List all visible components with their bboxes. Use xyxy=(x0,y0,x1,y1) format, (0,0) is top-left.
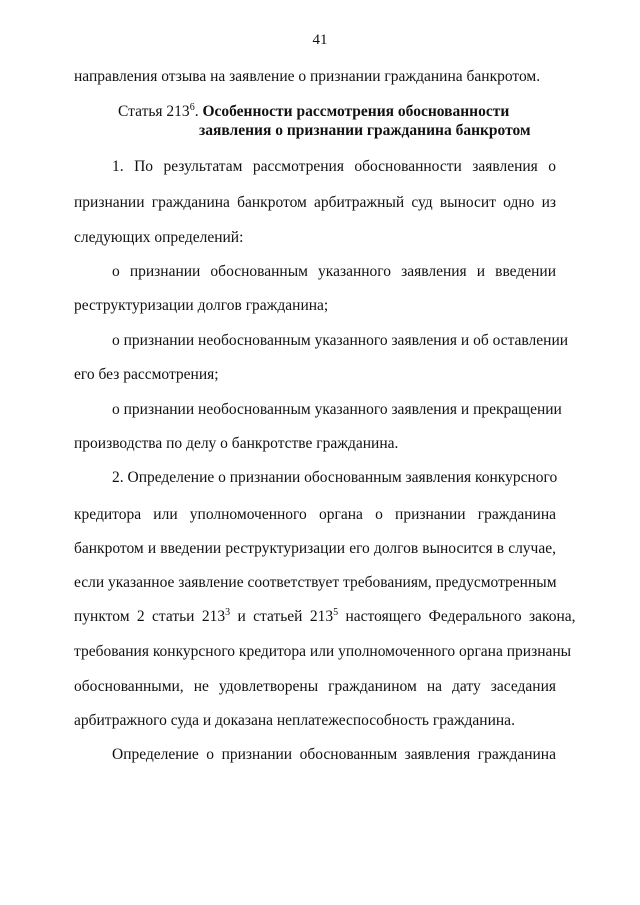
para2-line6: требования конкурсного кредитора или уполномоченного органа признаны xyxy=(74,643,572,660)
page-number: 41 xyxy=(312,32,328,48)
intro-line: направления отзыва на заявление о признании гражданина банкротом. xyxy=(74,68,541,85)
para1-line2: признании гражданина банкротом арбитражный суд выносит одно из xyxy=(74,194,556,211)
option1-line2: реструктуризации долгов гражданина; xyxy=(74,297,329,314)
article-number: Статья $213^6$. xyxy=(118,102,199,120)
article-heading xyxy=(118,102,509,121)
option2-line2: его без рассмотрения; xyxy=(74,366,219,383)
para2-line4: если указанное заявление соответствует требованиям, предусмотренным xyxy=(74,574,557,591)
para1-line3: следующих определений: xyxy=(74,229,244,246)
option3-line2: производства по делу о банкротстве гражданина. xyxy=(74,435,399,452)
para2-line5: пунктом 2 статьи $213^3$ и статьей $213^5$ настоящего Федерального закона, xyxy=(74,607,576,625)
para3-line1: Определение о признании обоснованным заявления гражданина xyxy=(112,746,556,763)
option2-line1: о признании необоснованным указанного заявления и об оставлении xyxy=(112,332,569,349)
article-title-part1: Особенности рассмотрения обоснованности xyxy=(202,103,510,120)
article-title-part2: заявления о признании гражданина банкротом xyxy=(199,122,531,139)
para2-line2: кредитора или уполномоченного органа о признании гражданина xyxy=(74,506,556,523)
option1-line1: о признании обоснованным указанного заявления и введении xyxy=(112,263,556,280)
para2-line1: 2. Определение о признании обоснованным заявления конкурсного xyxy=(112,469,558,486)
para2-line8: арбитражного суда и доказана неплатежеспособность гражданина. xyxy=(74,712,515,729)
para2-line7: обоснованными, не удовлетворены гражданином на дату заседания xyxy=(74,678,556,695)
option3-line1: о признании необоснованным указанного заявления и прекращении xyxy=(112,401,562,418)
para2-line3: банкротом и введении реструктуризации его долгов выносится в случае, xyxy=(74,540,556,557)
para1-line1: 1. По результатам рассмотрения обоснованности заявления о xyxy=(112,158,556,175)
